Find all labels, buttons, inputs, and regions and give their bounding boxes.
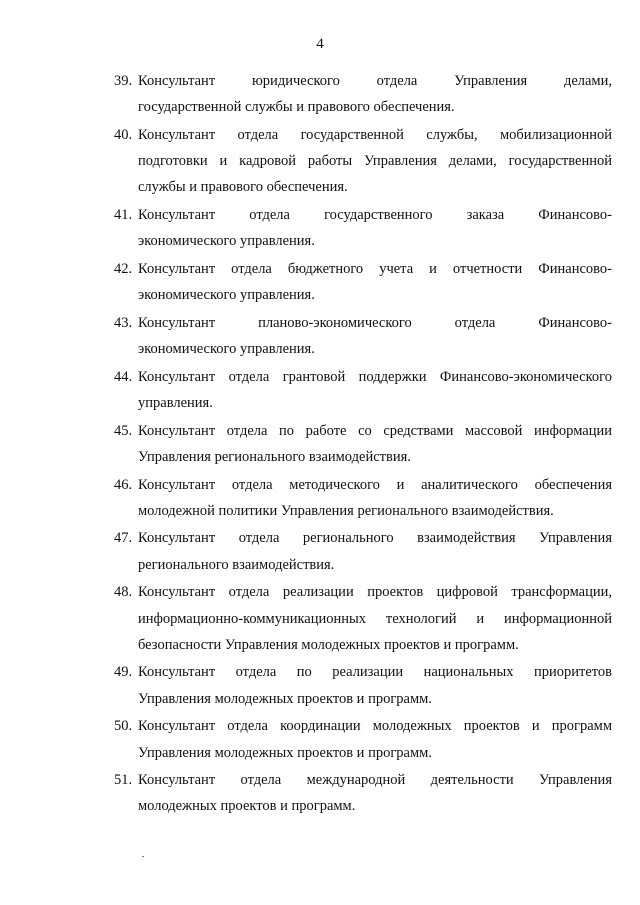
list-item-text <box>135 525 612 577</box>
list-item <box>114 364 612 416</box>
scan-mark <box>142 856 144 857</box>
text-line: подготовки и кадровой работы Управления делами, государственной <box>138 153 612 170</box>
text-line: Консультант отдела грантовой поддержки Финансово-экономического <box>138 368 612 385</box>
list-item-number: 40. <box>114 126 133 143</box>
list-item-text <box>135 122 612 201</box>
text-line: Управления молодежных проектов и программ. <box>138 744 432 761</box>
list-item-number: 46. <box>114 476 133 493</box>
text-line: Консультант отдела координации молодежных проектов и программ <box>138 718 612 735</box>
list-item-number: 41. <box>114 207 133 224</box>
text-line: Консультант отдела по реализации национальных приоритетов <box>138 664 612 681</box>
list-item <box>114 579 612 658</box>
list-item <box>114 525 612 577</box>
list-item <box>114 202 612 254</box>
list-item <box>114 418 612 470</box>
text-line: Консультант планово-экономического отдела Финансово- <box>138 314 612 331</box>
text-line: информационно-коммуникационных технологий и информационной <box>138 610 612 627</box>
list-item-number: 51. <box>114 772 133 789</box>
list-item-number: 42. <box>114 260 133 277</box>
text-line: Управления регионального взаимодействия. <box>138 448 411 465</box>
list-item-number: 48. <box>114 584 133 601</box>
text-line: государственной службы и правового обеспечения. <box>138 99 455 116</box>
list-item-text <box>135 364 612 416</box>
list-item-number: 50. <box>114 718 133 735</box>
text-line: безопасности Управления молодежных проектов и программ. <box>138 636 519 653</box>
text-line: Управления молодежных проектов и программ. <box>138 690 432 707</box>
position-list <box>114 68 612 821</box>
list-item-number: 39. <box>114 73 133 89</box>
text-line: Консультант отдела реализации проектов цифровой трансформации, <box>138 584 612 601</box>
text-line: молодежных проектов и программ. <box>138 798 356 815</box>
text-line: Консультант юридического отдела Управления делами, <box>138 73 612 89</box>
list-item <box>114 659 612 711</box>
list-item-number: 45. <box>114 422 133 439</box>
text-line: Консультант отдела методического и аналитического обеспечения <box>138 476 612 493</box>
text-line: Консультант отдела государственной службы, мобилизационной <box>138 126 612 143</box>
list-item-text <box>135 256 612 308</box>
list-item-text <box>135 68 612 120</box>
list-item <box>114 767 612 819</box>
text-line: Консультант отдела государственного заказа Финансово- <box>138 207 612 224</box>
list-item-text <box>135 472 612 524</box>
list-item <box>114 310 612 362</box>
list-item-number: 47. <box>114 530 133 547</box>
text-line: экономического управления. <box>138 287 315 304</box>
text-line: Консультант отдела регионального взаимодействия Управления <box>138 530 612 547</box>
text-line: регионального взаимодействия. <box>138 556 335 573</box>
list-item-number: 44. <box>114 368 133 385</box>
list-item-text <box>135 418 612 470</box>
text-line: Консультант отдела бюджетного учета и отчетности Финансово- <box>138 260 612 277</box>
list-item-text <box>135 202 612 254</box>
text-line: управления. <box>138 394 213 411</box>
text-line: молодежной политики Управления регионального взаимодействия. <box>138 502 554 519</box>
list-item-text <box>135 713 612 765</box>
list-item <box>114 472 612 524</box>
list-item <box>114 256 612 308</box>
text-line: экономического управления. <box>138 233 315 250</box>
page-number: 4 <box>316 36 324 52</box>
list-item <box>114 713 612 765</box>
list-item-text <box>135 659 612 711</box>
list-item-text <box>135 579 612 658</box>
text-line: Консультант отдела международной деятельности Управления <box>138 772 612 789</box>
text-line: экономического управления. <box>138 341 315 358</box>
text-line: службы и правового обеспечения. <box>138 179 348 196</box>
text-line: Консультант отдела по работе со средствами массовой информации <box>138 422 612 439</box>
list-item-number: 43. <box>114 314 133 331</box>
list-item-text <box>135 310 612 362</box>
list-item <box>114 122 612 201</box>
list-item <box>114 68 612 120</box>
list-item-number: 49. <box>114 664 133 681</box>
list-item-text <box>135 767 612 819</box>
